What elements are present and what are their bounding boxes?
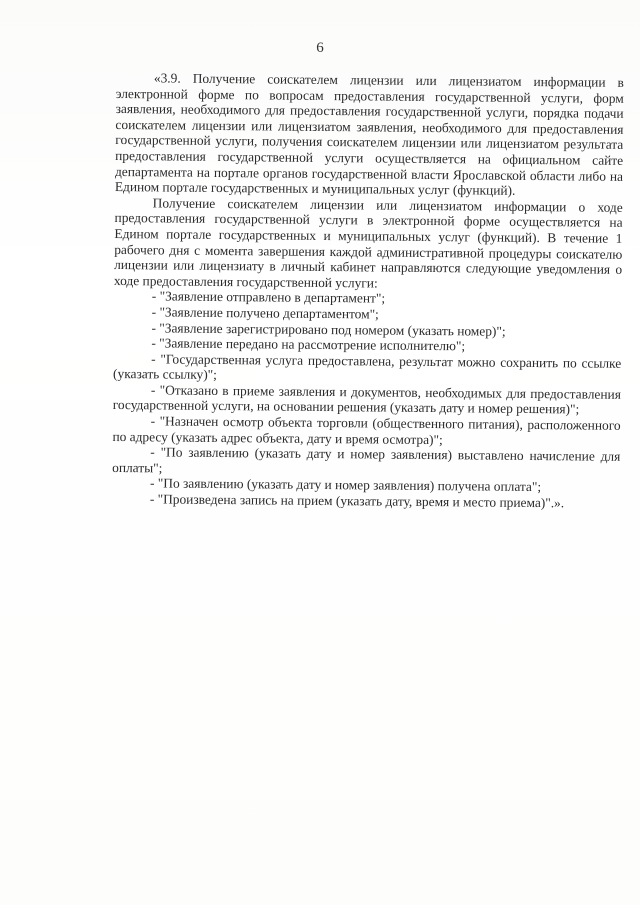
list-item: - "Произведена запись на прием (указать дату, время и место приема)".». (149, 491, 565, 511)
document-body (112, 70, 624, 511)
list-item: - "По заявлению (указать дату и номер заявления) получена оплата"; (149, 475, 542, 495)
paragraph-electronic-status: Получение соискателем лицензии или лицензиатом информации о ходе предоставления государственной услуги в электронной форме осуществляется на Едином портале государственных и муниципальных услуг (функций). В течение 1 рабочего дня с момента завершения каждой административной процедуры соискателю лицензии или лицензиату в личный кабинет направляются следующие уведомления о ходе предоставления государственной услуги: (113, 195, 623, 291)
list-item: - "Назначен осмотр объекта торговли (общественного питания), расположенного по адресу (указать адрес объекта, дату и время осмотра)"; (112, 413, 621, 447)
list-item: - "Заявление отправлено в департамент"; (151, 288, 386, 306)
list-item: - "Заявление получено департаментом"; (151, 304, 379, 322)
list-item: - "Заявление зарегистрировано под номером (указать номер)"; (151, 319, 506, 339)
list-item: - "По заявлению (указать дату и номер заявления) выставлено начисление для оплаты"; (112, 444, 621, 476)
list-item: - "Государственная услуга предоставлена, результат можно сохранить по ссылке (указать ссылку)"; (113, 351, 622, 383)
notification-list (112, 288, 622, 511)
list-item: - "Отказано в приеме заявления и документов, необходимых для предоставления государственной услуги, на основании решения (указать дату и номер решения)"; (112, 382, 621, 417)
page-number: 6 (316, 40, 324, 56)
list-item: - "Заявление передано на рассмотрение исполнителю"; (151, 335, 466, 354)
paragraph-3-9: «3.9. Получение соискателем лицензии или лицензиатом информации в электронной форме по вопросам предоставления государственной услуги, форм заявления, необходимого для предоставления государственной услуги, порядка подачи соискателем лицензии или лицензиатом заявления, необходимого для предоставления государственной услуги, получения соискателем лицензии или лицензиатом результата предоставления государственной услуги осуществляется на официальном сайте департамента на портале органов государственной власти Ярославской области либо на Едином портале государственных и муниципальных услуг (функций). (114, 70, 624, 198)
